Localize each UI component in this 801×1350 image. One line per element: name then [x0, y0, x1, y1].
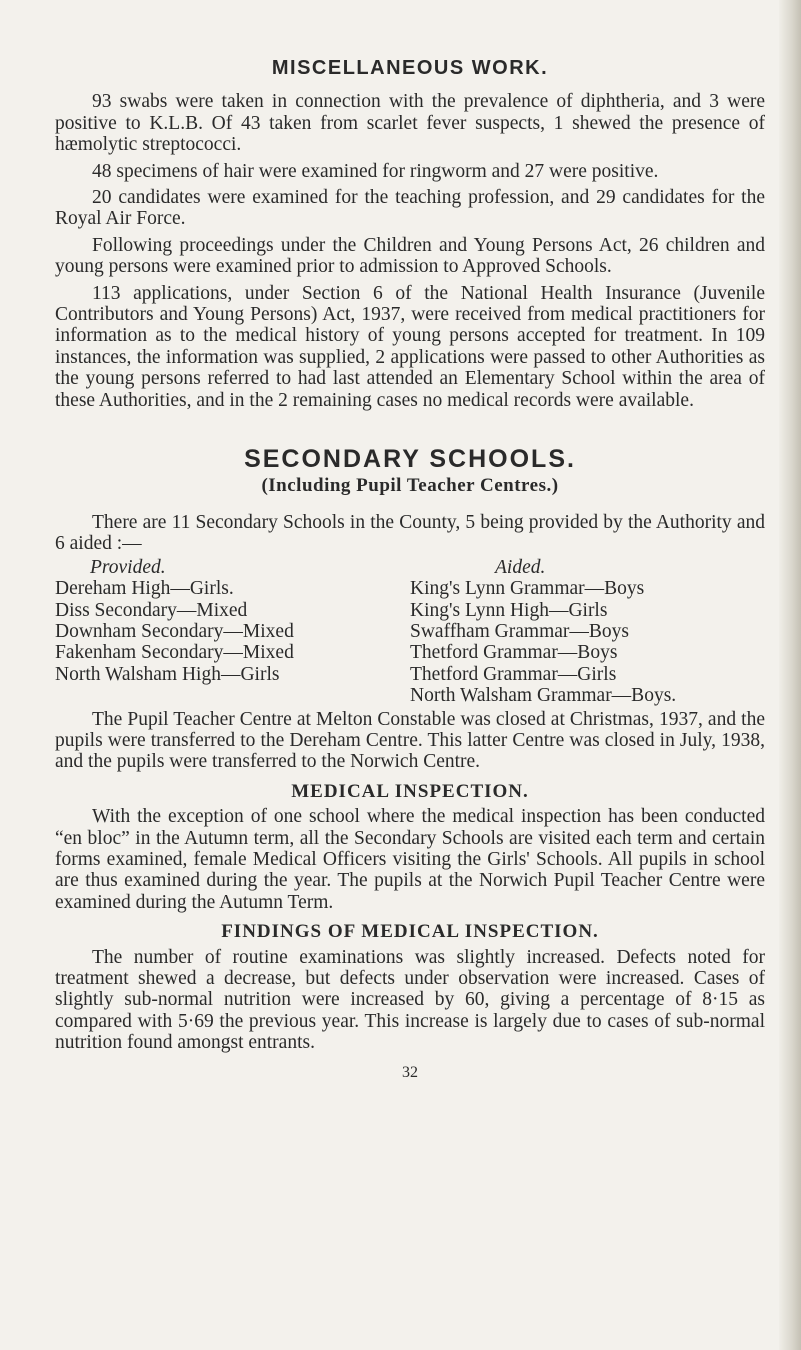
- secondary-heading: SECONDARY SCHOOLS.: [244, 445, 576, 474]
- page-number: 32: [402, 1063, 418, 1081]
- secondary-subheading: (Including Pupil Teacher Centres.): [261, 474, 559, 496]
- misc-paragraph-ringworm: 48 specimens of hair were examined for ringworm and 27 were positive.: [92, 160, 659, 182]
- aided-school: Swaffham Grammar—Boys: [410, 620, 629, 642]
- aided-school: Thetford Grammar—Girls: [410, 663, 617, 685]
- aided-column: [410, 557, 765, 707]
- school-columns: [55, 557, 765, 707]
- provided-school: Downham Secondary—Mixed: [55, 620, 294, 642]
- misc-paragraph-approved-schools: Following proceedings under the Children and Young Persons Act, 26 children and young persons were examined prior to admission to Approved Schools.: [55, 234, 765, 278]
- aided-school: North Walsham Grammar—Boys.: [410, 685, 677, 707]
- pupil-teacher-paragraph: The Pupil Teacher Centre at Melton Constable was closed at Christmas, 1937, and the pupils were transferred to the Dereham Centre. This latter Centre was closed in July, 1938, and the pupils were transferred to the Norwich Centre.: [55, 708, 765, 773]
- document-page: [55, 58, 765, 1083]
- medical-heading: MEDICAL INSPECTION.: [291, 780, 529, 802]
- misc-paragraph-candidates: 20 candidates were examined for the teaching profession, and 29 candidates for the Royal Air Force.: [55, 187, 765, 230]
- findings-paragraph: The number of routine examinations was slightly increased. Defects noted for treatment shewed a decrease, but defects under observation were increased. Cases of slightly sub-normal nutrition were increased by 60, giving a percentage of 8·15 as compared with 5·69 the previous year. This increase is largely due to cases of sub-normal nutrition found amongst entrants.: [55, 946, 765, 1054]
- medical-paragraph: With the exception of one school where the medical inspection has been conducted “en bloc” in the Autumn term, all the Secondary Schools are visited each term and certain forms examined, female Medical Officers visiting the Girls' Schools. All pupils in school are thus examined during the year. The pupils at the Norwich Pupil Teacher Centre were examined during the Autumn Term.: [55, 806, 765, 913]
- provided-column: [55, 557, 410, 707]
- aided-school: King's Lynn High—Girls: [410, 599, 608, 621]
- provided-school: Fakenham Secondary—Mixed: [55, 642, 294, 664]
- provided-school: Diss Secondary—Mixed: [55, 599, 248, 621]
- misc-heading: MISCELLANEOUS WORK.: [271, 57, 549, 79]
- provided-label: Provided.: [90, 556, 166, 578]
- provided-school: Dereham High—Girls.: [55, 578, 234, 600]
- misc-paragraph-insurance: 113 applications, under Section 6 of the National Health Insurance (Juvenile Contributors and Young Persons) Act, 1937, were received from medical practitioners for information as to the medical history of young persons accepted for treatment. In 109 instances, the information was supplied, 2 applications were passed to other Authorities as the young persons referred to had last attended an Elementary School within the area of these Authorities, and in the 2 remaining cases no medical records were available.: [55, 282, 765, 411]
- aided-label: Aided.: [495, 556, 546, 578]
- provided-school: North Walsham High—Girls: [55, 663, 280, 685]
- findings-heading: FINDINGS OF MEDICAL INSPECTION.: [221, 921, 599, 943]
- aided-school: King's Lynn Grammar—Boys: [410, 578, 645, 600]
- aided-school: Thetford Grammar—Boys: [410, 642, 618, 664]
- secondary-intro: There are 11 Secondary Schools in the County, 5 being provided by the Authority and 6 aided :—: [55, 511, 765, 555]
- page-edge-shadow: [779, 0, 801, 1350]
- misc-paragraph-swabs: 93 swabs were taken in connection with the prevalence of diphtheria, and 3 were positive to K.L.B. Of 43 taken from scarlet fever suspects, 1 shewed the presence of hæmolytic streptococci.: [55, 91, 765, 156]
